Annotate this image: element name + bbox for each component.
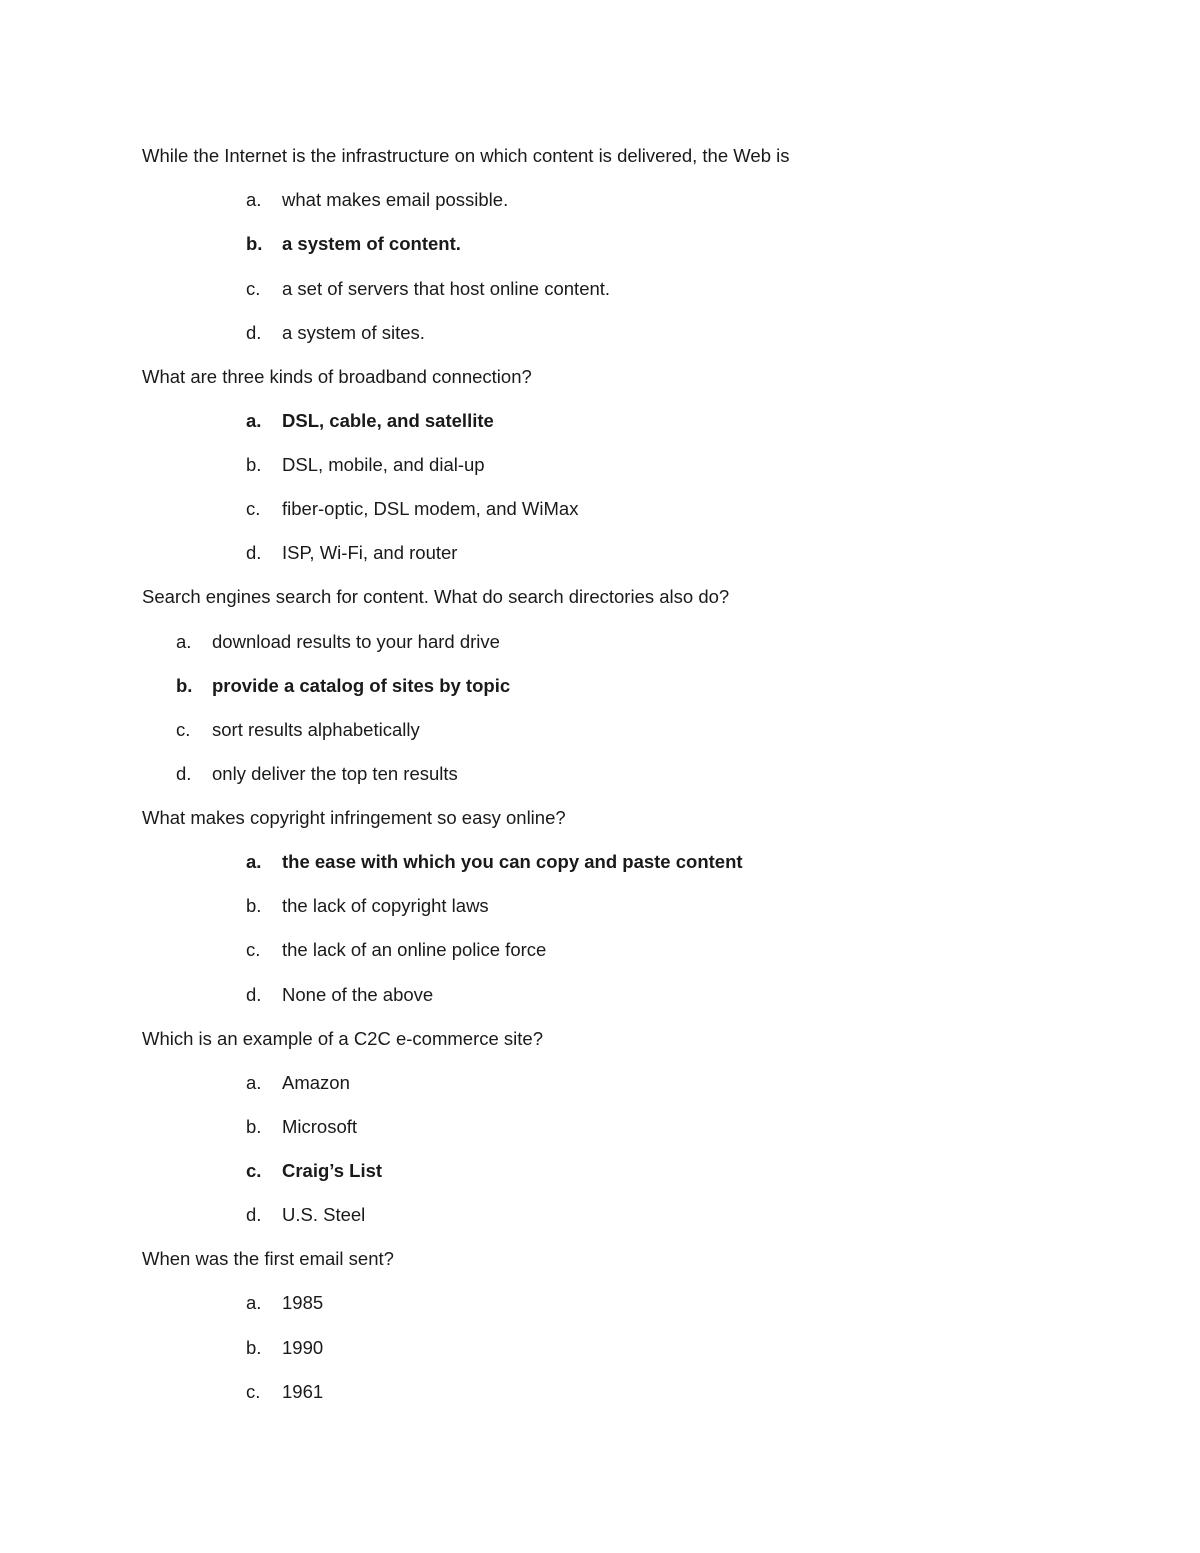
option-letter: a. [246,1072,262,1093]
option-letter: b. [246,454,262,475]
option-text: U.S. Steel [282,1204,366,1225]
option-letter: c. [176,719,191,740]
option-letter: b. [246,233,263,254]
option-text: Craig’s List [282,1160,383,1181]
question-5-prompt: Which is an example of a C2C e-commerce site? [142,1028,543,1049]
option-text: Microsoft [282,1116,358,1137]
option-text: provide a catalog of sites by topic [212,675,511,696]
option-letter: b. [246,1116,262,1137]
question-4-prompt: What makes copyright infringement so easy online? [142,807,566,828]
option-text: the lack of an online police force [282,939,547,960]
option-letter: b. [176,675,193,696]
option-text: ISP, Wi-Fi, and router [282,542,458,563]
option-letter: d. [176,763,192,784]
option-text: the ease with which you can copy and paste content [282,851,743,872]
option-text: download results to your hard drive [212,631,500,652]
question-1-prompt: While the Internet is the infrastructure on which content is delivered, the Web is [142,145,790,166]
option-text: sort results alphabetically [212,719,420,740]
question-2-prompt: What are three kinds of broadband connection? [142,366,532,387]
option-letter: a. [246,851,262,872]
option-text: a set of servers that host online content. [282,278,611,299]
option-letter: c. [246,1381,261,1402]
option-letter: b. [246,1337,262,1358]
option-text: Amazon [282,1072,350,1093]
option-text: 1985 [282,1292,324,1313]
option-text: None of the above [282,984,434,1005]
option-text: what makes email possible. [282,189,509,210]
option-letter: d. [246,1204,262,1225]
option-text: a system of content. [282,233,461,254]
option-letter: d. [246,542,262,563]
option-text: fiber-optic, DSL modem, and WiMax [282,498,579,519]
question-6-prompt: When was the first email sent? [142,1248,394,1269]
option-letter: c. [246,498,261,519]
option-letter: c. [246,1160,262,1181]
option-letter: a. [246,1292,262,1313]
question-3-prompt: Search engines search for content. What do search directories also do? [142,586,730,607]
option-text: the lack of copyright laws [282,895,489,916]
option-text: a system of sites. [282,322,425,343]
option-letter: a. [176,631,192,652]
option-letter: d. [246,322,262,343]
option-letter: a. [246,410,262,431]
option-letter: d. [246,984,262,1005]
option-letter: c. [246,278,261,299]
option-text: DSL, cable, and satellite [282,410,494,431]
option-text: 1990 [282,1337,324,1358]
option-letter: a. [246,189,262,210]
option-text: DSL, mobile, and dial-up [282,454,485,475]
option-text: only deliver the top ten results [212,763,458,784]
option-letter: b. [246,895,262,916]
option-letter: c. [246,939,261,960]
option-text: 1961 [282,1381,324,1402]
